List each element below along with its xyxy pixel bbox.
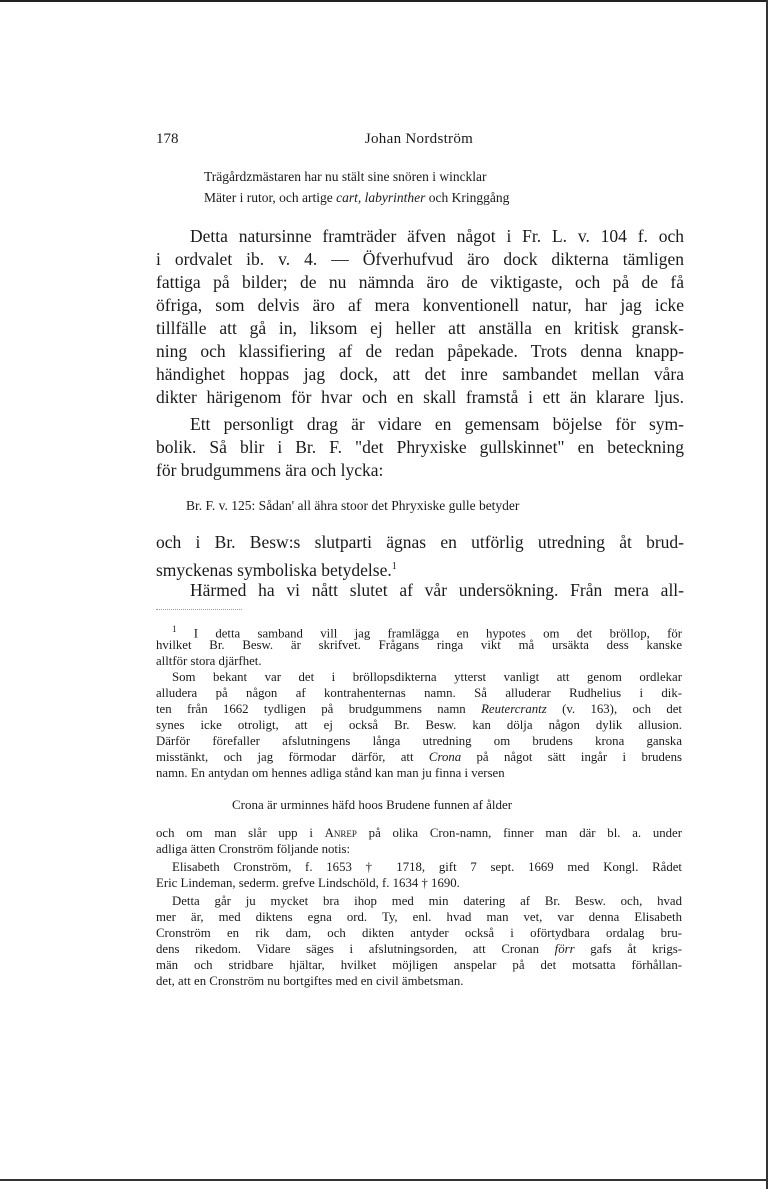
footnote-line-7: synes icke otroligt, att ej också Br. Besw. kan dölja någon dylik allusion. (156, 718, 682, 732)
footnote-line-17: Cronström en rik dam, och dikten antyder också i oförtydbara ordalag bru- (156, 926, 682, 940)
page-header (156, 131, 682, 153)
footnote-line-2: hvilket Br. Besw. är skrifvet. Frågans ringa vikt må ursäkta dess kanske (156, 638, 682, 652)
body-line-4: öfriga, som delvis äro af mera konventionell natur, har jag icke (156, 295, 684, 315)
body-line-3: fattiga på bilder; de nu nämnda äro de viktigaste, och på de få (156, 272, 684, 292)
body-line-9: Ett personligt drag är vidare en gemensam böjelse för sym- (190, 414, 684, 434)
footnote-line-9: misstänkt, och jag förmodar därför, att Crona på något sätt ingår i brudens (156, 750, 682, 764)
body-line-12: och i Br. Besw:s slutparti ägnas en utförlig utredning åt brud- (156, 532, 684, 552)
footnote-reference: 1 (391, 561, 397, 572)
body-line-2: i ordvalet ib. v. 4. — Öfverhufvud äro dock dikterna tämligen (156, 249, 684, 269)
footnote-line-12: adliga ätten Cronström följande notis: (156, 842, 351, 856)
footnote-line-11: och om man slår upp i Anrep på olika Cron-namn, finner man där bl. a. under (156, 826, 682, 840)
footnote-line-19: män och stridbare hjältar, hvilket möjligen anspelar på det motsatta förhållan- (156, 958, 682, 972)
footnote-line-6: ten från 1662 tydligen på brudgummens namn Reutercrantz (v. 163), och det (156, 702, 682, 716)
body-line-7: händighet hoppas jag dock, att det inre sambandet mellan våra (156, 364, 684, 384)
footnote-verse-quote: Crona är urminnes häfd hoos Brudene funnen af ålder (232, 797, 513, 812)
body-line-1: Detta natursinne framträder äfven något i Fr. L. v. 104 f. och (190, 226, 684, 246)
page-number: 178 (156, 131, 179, 147)
body-line-14: Härmed ha vi nått slutet af vår undersökning. Från mera all- (190, 580, 684, 600)
body-line-5: tillfälle att gå in, liksom ej heller att anställa en kritisk gransk- (156, 318, 684, 338)
footnote-line-3: alltför stora djärfhet. (156, 654, 262, 668)
verse-line-2: Mäter i rutor, och artige cart, labyrinther och Kringgång (204, 190, 510, 205)
bottom-scan-edge (0, 1179, 768, 1181)
footnote-line-4: Som bekant var det i bröllopsdikterna ytterst vanligt att genom ordlekar (172, 670, 682, 684)
footnote-line-20: det, att en Cronström nu bortgiftes med en civil ämbetsman. (156, 974, 464, 988)
footnote-separator (156, 609, 242, 610)
footnote-line-13: Elisabeth Cronström, f. 1653 † 1718, gift 7 sept. 1669 med Kongl. Rådet (172, 860, 682, 874)
footnote-line-5: alludera på någon af kontrahenternas namn. Så alluderar Rudhelius i dik- (156, 686, 682, 700)
footnote-line-1: $^1$ I detta samband vill jag framlägga en hypotes om det bröllop, för (172, 624, 682, 641)
footnote-line-15: Detta går ju mycket bra ihop med min datering af Br. Besw. och, hvad (172, 894, 682, 908)
footnote-line-14: Eric Lindeman, sederm. grefve Lindschöld, f. 1634 † 1690. (156, 876, 460, 890)
verse-line-1: Trägårdzmästaren har nu stält sine snören i wincklar (204, 169, 487, 184)
body-line-13: smyckenas symboliska betydelse.$^1$ (156, 559, 397, 580)
body-line-11: för brudgummens ära och lycka: (156, 460, 384, 480)
top-scan-edge (0, 0, 768, 2)
body-line-6: ning och klassifiering af de redan påpekade. Trots denna knapp- (156, 341, 684, 361)
body-line-10: bolik. Så blir i Br. F. "det Phryxiske gullskinnet" en beteckning (156, 437, 684, 457)
running-head: Johan Nordström (364, 131, 474, 147)
body-line-8: dikter härigenom för hvar och en skall framstå i ett än klarare ljus. (156, 387, 684, 407)
footnote-line-18: dens rikedom. Vidare säges i afslutningsorden, att Cronan förr gafs åt krigs- (156, 942, 682, 956)
block-quote: Br. F. v. 125: Sådan' all ähra stoor det Phryxiske gulle betyder (186, 498, 520, 513)
footnote-line-8: Därför förefaller afslutningens långa utredning om brudens krona ganska (156, 734, 682, 748)
footnote-line-10: namn. En antydan om hennes adliga stånd kan man ju finna i versen (156, 766, 505, 780)
footnote-line-16: mer är, med diktens egna ord. Ty, enl. hvad man vet, var denna Elisabeth (156, 910, 682, 924)
